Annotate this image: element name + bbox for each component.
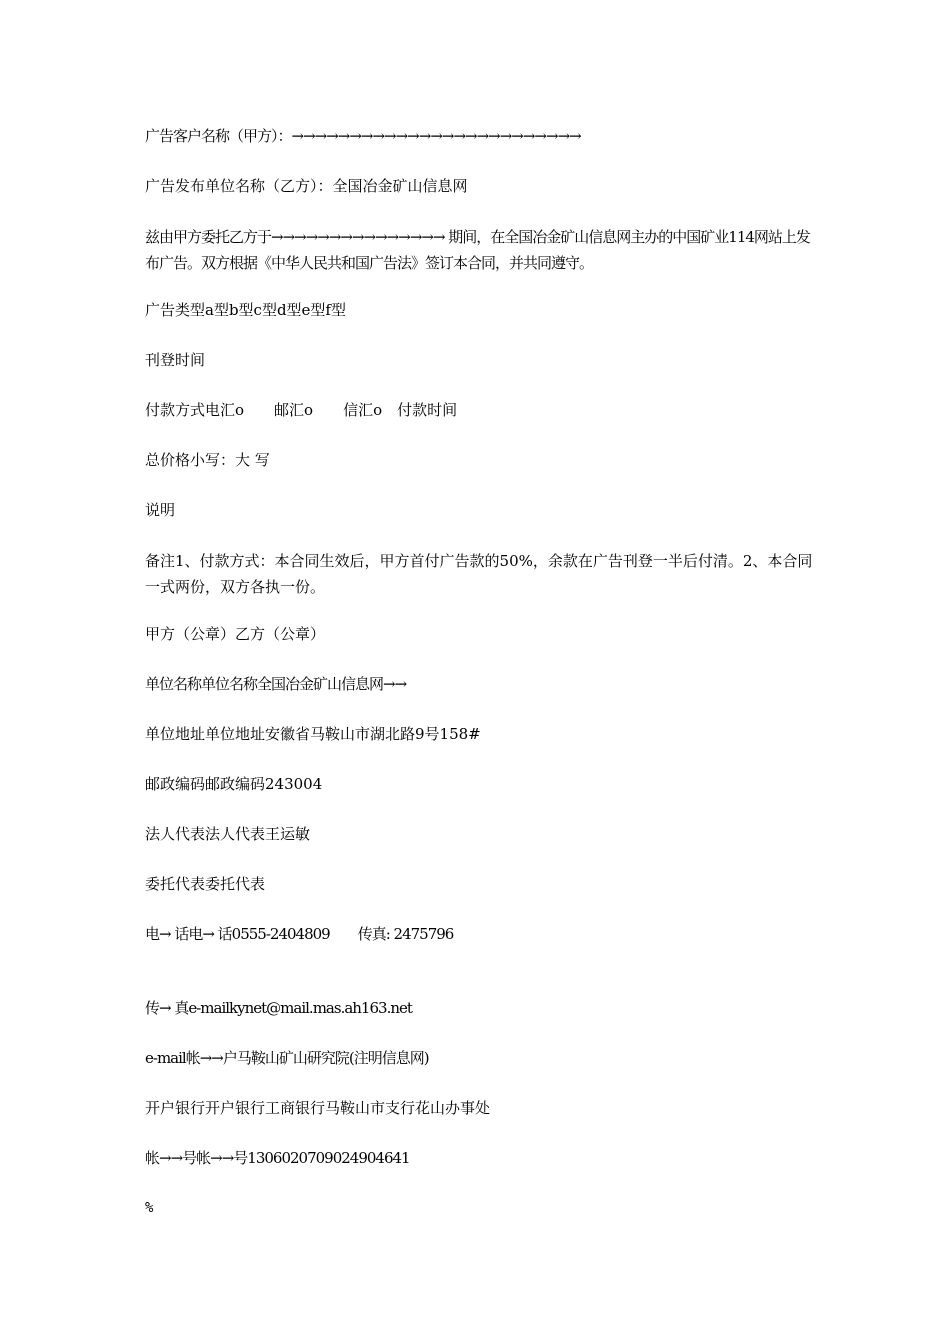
unit-name-line: 单位名称单位名称全国冶金矿山信息网→→	[145, 675, 407, 693]
publish-time-line: 刊登时间	[145, 351, 206, 369]
percent-line: %	[145, 1200, 154, 1216]
seal-line: 甲方（公章）乙方（公章）	[145, 625, 326, 643]
ad-type-line: 广告类型a型b型c型d型e型f型	[145, 301, 346, 319]
bank-line: 开户银行开户银行工商银行马鞍山市支行花山办事处	[145, 1099, 491, 1117]
fax-email-line: 传→ 真e-mailkynet@mail.mas.ah163.net	[145, 999, 412, 1017]
total-price-line: 总价格小写：大 写	[145, 451, 270, 469]
legal-representative-line: 法人代表法人代表王运敏	[145, 825, 311, 843]
phone-fax-line: 电→ 话电→ 话0555-2404809 传真: 2475796	[145, 925, 454, 943]
account-number-line: 帐→→号帐→→号1306020709024904641	[145, 1149, 410, 1167]
unit-address-line: 单位地址单位地址安徽省马鞍山市湖北路9号158#	[145, 725, 481, 743]
agreement-paragraph: 兹由甲方委托乙方于→→→→→→→→→→→→→→→ 期间，在全国冶金矿山信息网主办的中国矿业114网站上发布广告。双方根据《中华人民共和国广告法》签订本合同，并共同遵守。	[145, 228, 810, 272]
remarks-paragraph: 备注1、付款方式：本合同生效后，甲方首付广告款的50%，余款在广告刊登一半后付清。2、本合同一式两份，双方各执一份。	[145, 552, 813, 596]
account-name-line: e-mail帐→→户马鞍山矿山研究院(注明信息网)	[145, 1049, 429, 1067]
client-name-line: 广告客户名称（甲方）：→→→→→→→→→→→→→→→→→→→→→→→→→	[145, 127, 581, 145]
postal-code-line: 邮政编码邮政编码243004	[145, 775, 323, 793]
payment-method-line: 付款方式电汇o 邮汇o 信汇o 付款时间	[145, 401, 458, 419]
authorized-representative-line: 委托代表委托代表	[145, 875, 266, 893]
description-line: 说明	[145, 501, 176, 519]
publisher-name-line: 广告发布单位名称（乙方）：全国冶金矿山信息网	[145, 177, 468, 195]
